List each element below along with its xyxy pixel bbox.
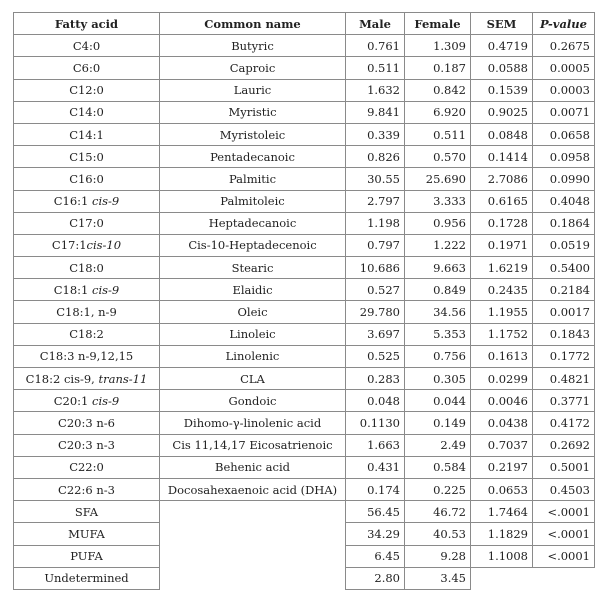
cell-p-value: 0.1843 [533,323,595,345]
cell-female: 25.690 [405,168,471,190]
header-row [14,13,595,35]
cell-female: 0.849 [405,279,471,301]
cell-male: 1.663 [346,434,405,456]
cell-common-name: Butyric [160,35,346,57]
cell-p-value: 0.4048 [533,190,595,212]
table-row [14,168,595,190]
cell-common-name: Dihomo-γ-linolenic acid [160,412,346,434]
cell-empty [160,545,346,567]
cell-male: 0.525 [346,345,405,367]
header-common-name: Common name [160,13,346,35]
cell-male: 1.632 [346,79,405,101]
cell-male: 56.45 [346,501,405,523]
cell-fatty-acid [14,345,160,367]
cell-sem: 0.1414 [471,146,533,168]
fatty-acid-text: C22:6 n-3 [58,482,115,497]
cell-fatty-acid [14,368,160,390]
cell-female: 0.842 [405,79,471,101]
cell-common-name: Caproic [160,57,346,79]
cell-male: 0.1130 [346,412,405,434]
cell-fatty-acid [14,35,160,57]
cell-common-name: Stearic [160,257,346,279]
cell-common-name: Linolenic [160,345,346,367]
cell-fatty-acid [14,146,160,168]
cell-p-value: 0.4821 [533,368,595,390]
cell-fatty-acid [14,168,160,190]
cell-common-name: Cis-10-Heptadecenoic [160,234,346,256]
cell-female: 0.570 [405,146,471,168]
cell-female: 3.45 [405,567,471,589]
cell-common-name: Behenic acid [160,456,346,478]
cell-common-name: Palmitic [160,168,346,190]
cell-sem: 0.1971 [471,234,533,256]
table-row [14,412,595,434]
cell-p-value: 0.0519 [533,234,595,256]
cell-common-name: Docosahexaenoic acid (DHA) [160,478,346,500]
cell-common-name: Oleic [160,301,346,323]
fatty-acid-text: C14:0 [69,105,104,120]
cell-p-value: 0.0990 [533,168,595,190]
cell-female: 1.222 [405,234,471,256]
cell-sem: 0.2435 [471,279,533,301]
table-row [14,257,595,279]
fatty-acid-text: C18:0 [69,260,104,275]
cell-male: 0.761 [346,35,405,57]
cell-fatty-acid [14,257,160,279]
cell-male: 0.431 [346,456,405,478]
fatty-acid-table-container [13,12,595,590]
cell-fatty-acid [14,478,160,500]
cell-male: 10.686 [346,257,405,279]
fatty-acid-table [13,12,595,590]
fatty-acid-text: C22:0 [69,460,104,475]
cell-sem: 1.1752 [471,323,533,345]
cell-common-name: Myristic [160,101,346,123]
cell-female: 9.28 [405,545,471,567]
summary-row [14,523,595,545]
cell-male: 2.797 [346,190,405,212]
cell-female: 40.53 [405,523,471,545]
header-fatty-acid: Fatty acid [14,13,160,35]
cell-fatty-acid [14,101,160,123]
cell-p-value: <.0001 [533,501,595,523]
cell-empty [160,567,346,589]
fatty-acid-text: C16:0 [69,171,104,186]
cell-female: 0.511 [405,123,471,145]
cell-female: 5.353 [405,323,471,345]
fatty-acid-text: C4:0 [72,38,101,53]
cell-common-name: Myristoleic [160,123,346,145]
table-row [14,478,595,500]
cell-sem: 0.1613 [471,345,533,367]
fatty-acid-text: cis-10 [86,238,122,253]
table-row [14,234,595,256]
cell-summary-label: MUFA [14,523,160,545]
cell-female: 0.187 [405,57,471,79]
cell-sem: 1.7464 [471,501,533,523]
cell-fatty-acid [14,234,160,256]
cell-sem: 1.1829 [471,523,533,545]
cell-fatty-acid [14,279,160,301]
cell-sem: 0.2197 [471,456,533,478]
fatty-acid-text: C18:2 cis-9, [25,371,99,386]
table-row [14,79,595,101]
cell-sem: 0.4719 [471,35,533,57]
cell-empty [160,501,346,523]
cell-common-name: Cis 11,14,17 Eicosatrienoic [160,434,346,456]
summary-row [14,567,595,589]
cell-female: 3.333 [405,190,471,212]
table-row [14,301,595,323]
cell-common-name: Pentadecanoic [160,146,346,168]
cell-male: 0.283 [346,368,405,390]
header-sem: SEM [471,13,533,35]
cell-male: 0.527 [346,279,405,301]
cell-p-value: 0.3771 [533,390,595,412]
cell-female: 0.149 [405,412,471,434]
fatty-acid-text: C18:3 n-9,12,15 [39,349,134,364]
cell-fatty-acid [14,212,160,234]
fatty-acid-text: C6:0 [72,60,101,75]
cell-female: 0.305 [405,368,471,390]
cell-p-value: 0.2184 [533,279,595,301]
cell-male: 3.697 [346,323,405,345]
fatty-acid-text: C18:1 [53,282,93,297]
cell-p-value: 0.4172 [533,412,595,434]
cell-common-name: Linoleic [160,323,346,345]
cell-male: 1.198 [346,212,405,234]
fatty-acid-text: C20:3 n-6 [58,415,115,430]
cell-sem: 0.1728 [471,212,533,234]
fatty-acid-text: C16:1 [53,194,93,209]
table-row [14,323,595,345]
header-female: Female [405,13,471,35]
cell-male: 0.174 [346,478,405,500]
cell-p-value: 0.5400 [533,257,595,279]
cell-fatty-acid [14,57,160,79]
cell-fatty-acid [14,323,160,345]
header-p-value: P-value [533,13,595,35]
cell-male: 30.55 [346,168,405,190]
summary-row [14,501,595,523]
table-row [14,146,595,168]
cell-sem: 0.0653 [471,478,533,500]
cell-female: 0.225 [405,478,471,500]
cell-female: 34.56 [405,301,471,323]
cell-female: 46.72 [405,501,471,523]
cell-male: 6.45 [346,545,405,567]
cell-male: 34.29 [346,523,405,545]
cell-male: 0.048 [346,390,405,412]
cell-sem: 0.1539 [471,79,533,101]
cell-common-name: Lauric [160,79,346,101]
table-row [14,434,595,456]
cell-sem: 0.0848 [471,123,533,145]
cell-fatty-acid [14,390,160,412]
cell-female: 2.49 [405,434,471,456]
fatty-acid-text: C20:1 [53,393,93,408]
cell-common-name: Elaidic [160,279,346,301]
cell-fatty-acid [14,123,160,145]
cell-sem: 1.6219 [471,257,533,279]
cell-sem: 0.6165 [471,190,533,212]
cell-p-value: 0.0003 [533,79,595,101]
cell-female: 0.756 [405,345,471,367]
cell-empty [533,567,595,589]
cell-common-name: Gondoic [160,390,346,412]
cell-summary-label: PUFA [14,545,160,567]
cell-empty [160,523,346,545]
cell-fatty-acid [14,301,160,323]
table-row [14,57,595,79]
cell-female: 0.956 [405,212,471,234]
fatty-acid-text: C14:1 [69,127,104,142]
cell-female: 0.044 [405,390,471,412]
cell-empty [471,567,533,589]
cell-male: 0.797 [346,234,405,256]
cell-p-value: 0.1772 [533,345,595,367]
cell-sem: 2.7086 [471,168,533,190]
summary-row [14,545,595,567]
cell-p-value: 0.0071 [533,101,595,123]
cell-female: 0.584 [405,456,471,478]
cell-sem: 1.1955 [471,301,533,323]
cell-male: 29.780 [346,301,405,323]
table-row [14,101,595,123]
cell-sem: 0.7037 [471,434,533,456]
cell-p-value: 0.1864 [533,212,595,234]
table-row [14,345,595,367]
cell-fatty-acid [14,79,160,101]
table-row [14,279,595,301]
fatty-acid-text: C15:0 [69,149,104,164]
cell-sem: 0.0299 [471,368,533,390]
cell-common-name: Heptadecanoic [160,212,346,234]
cell-male: 0.339 [346,123,405,145]
cell-female: 9.663 [405,257,471,279]
cell-sem: 1.1008 [471,545,533,567]
cell-male: 9.841 [346,101,405,123]
table-row [14,35,595,57]
fatty-acid-text: C18:2 [69,327,104,342]
table-row [14,212,595,234]
cell-p-value: 0.0658 [533,123,595,145]
cell-female: 6.920 [405,101,471,123]
fatty-acid-text: C17:1 [51,238,87,253]
table-row [14,190,595,212]
cell-fatty-acid [14,434,160,456]
cell-sem: 0.9025 [471,101,533,123]
cell-p-value: 0.0017 [533,301,595,323]
table-row [14,368,595,390]
cell-summary-label: Undetermined [14,567,160,589]
cell-p-value: 0.0005 [533,57,595,79]
fatty-acid-text: cis-9 [92,393,120,408]
cell-sem: 0.0438 [471,412,533,434]
cell-sem: 0.0046 [471,390,533,412]
cell-common-name: CLA [160,368,346,390]
fatty-acid-text: trans-11 [98,371,148,386]
fatty-acid-text: C17:0 [69,216,104,231]
cell-p-value: <.0001 [533,545,595,567]
cell-male: 0.511 [346,57,405,79]
cell-female: 1.309 [405,35,471,57]
cell-p-value: 0.4503 [533,478,595,500]
cell-p-value: 0.5001 [533,456,595,478]
cell-fatty-acid [14,190,160,212]
cell-p-value: 0.2675 [533,35,595,57]
cell-summary-label: SFA [14,501,160,523]
cell-common-name: Palmitoleic [160,190,346,212]
cell-male: 2.80 [346,567,405,589]
fatty-acid-text: C12:0 [69,83,104,98]
fatty-acid-text: C20:3 n-3 [58,438,115,453]
table-row [14,123,595,145]
cell-male: 0.826 [346,146,405,168]
cell-p-value: 0.0958 [533,146,595,168]
cell-sem: 0.0588 [471,57,533,79]
fatty-acid-text: cis-9 [92,194,120,209]
cell-p-value: 0.2692 [533,434,595,456]
fatty-acid-text: C18:1, n-9 [56,305,117,320]
table-row [14,390,595,412]
fatty-acid-text: cis-9 [92,282,120,297]
cell-fatty-acid [14,456,160,478]
header-male: Male [346,13,405,35]
cell-p-value: <.0001 [533,523,595,545]
cell-fatty-acid [14,412,160,434]
table-row [14,456,595,478]
